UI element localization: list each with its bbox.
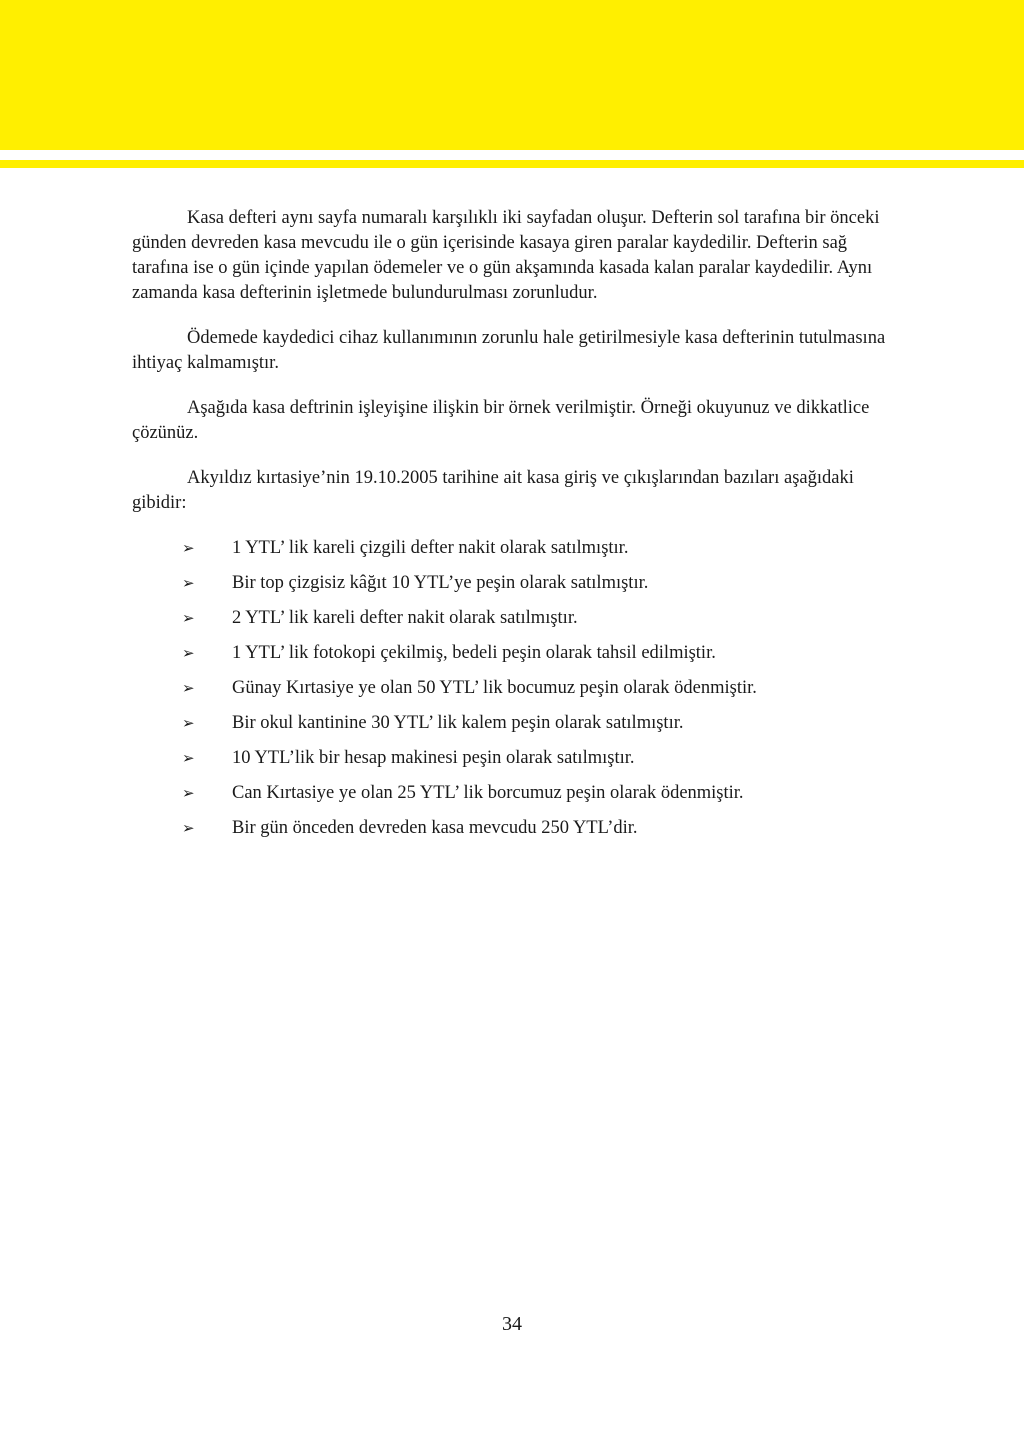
arrowhead-bullet-icon: ➢ (182, 574, 195, 592)
paragraph-ornek-intro: Aşağıda kasa deftrinin işleyişine ilişkin bir örnek verilmiştir. Örneği okuyunuz ve dikkatlice çözünüz. (132, 398, 870, 443)
paragraph-odeme-kaydedici: Ödemede kaydedici cihaz kullanımının zorunlu hale getirilmesiyle kasa defterinin tutulmasına ihtiyaç kalmamıştır. (132, 328, 886, 373)
arrowhead-bullet-icon: ➢ (182, 784, 195, 802)
list-item (132, 676, 892, 701)
list-item (132, 571, 892, 596)
arrowhead-bullet-icon: ➢ (182, 714, 195, 732)
list-item-text: 1 YTL’ lik fotokopi çekilmiş, bedeli peşin olarak tahsil edilmiştir. (232, 643, 716, 663)
paragraph-kasa-defteri: Kasa defteri aynı sayfa numaralı karşılıklı iki sayfadan oluşur. Defterin sol tarafına bir önceki günden devreden kasa mevcudu ile o gün içerisinde kasaya giren paralar kaydedilir. Defterin sağ tarafına ise o gün içinde yapılan ödemeler ve o gün akşamında kasada kalan paralar kaydedilir. Aynı zamanda kasa defterinin işletmede bulundurulması zorunludur. (132, 208, 880, 303)
list-item-text: Bir okul kantinine 30 YTL’ lik kalem peşin olarak satılmıştır. (232, 713, 684, 733)
arrowhead-bullet-icon: ➢ (182, 819, 195, 837)
document-body (132, 206, 892, 851)
arrowhead-bullet-icon: ➢ (182, 644, 195, 662)
list-item (132, 816, 892, 841)
list-item (132, 536, 892, 561)
list-item (132, 641, 892, 666)
list-item (132, 606, 892, 631)
header-stripe (0, 160, 1024, 168)
list-item (132, 711, 892, 736)
page-number: 34 (502, 1313, 522, 1335)
list-item (132, 746, 892, 771)
list-item-text: Bir top çizgisiz kâğıt 10 YTL’ye peşin olarak satılmıştır. (232, 573, 649, 593)
arrowhead-bullet-icon: ➢ (182, 679, 195, 697)
arrowhead-bullet-icon: ➢ (182, 609, 195, 627)
transaction-list (132, 536, 892, 841)
header-band (0, 0, 1024, 150)
arrowhead-bullet-icon: ➢ (182, 539, 195, 557)
list-item-text: 10 YTL’lik bir hesap makinesi peşin olarak satılmıştır. (232, 748, 635, 768)
list-item-text: Bir gün önceden devreden kasa mevcudu 250 YTL’dir. (232, 818, 638, 838)
list-item-text: 2 YTL’ lik kareli defter nakit olarak satılmıştır. (232, 608, 578, 628)
list-item (132, 781, 892, 806)
paragraph-akyildiz-intro: Akyıldız kırtasiye’nin 19.10.2005 tarihine ait kasa giriş ve çıkışlarından bazıları aşağıdaki gibidir: (132, 468, 854, 513)
list-item-text: Günay Kırtasiye ye olan 50 YTL’ lik bocumuz peşin olarak ödenmiştir. (232, 678, 757, 698)
list-item-text: 1 YTL’ lik kareli çizgili defter nakit olarak satılmıştır. (232, 538, 629, 558)
list-item-text: Can Kırtasiye ye olan 25 YTL’ lik borcumuz peşin olarak ödenmiştir. (232, 783, 744, 803)
arrowhead-bullet-icon: ➢ (182, 749, 195, 767)
